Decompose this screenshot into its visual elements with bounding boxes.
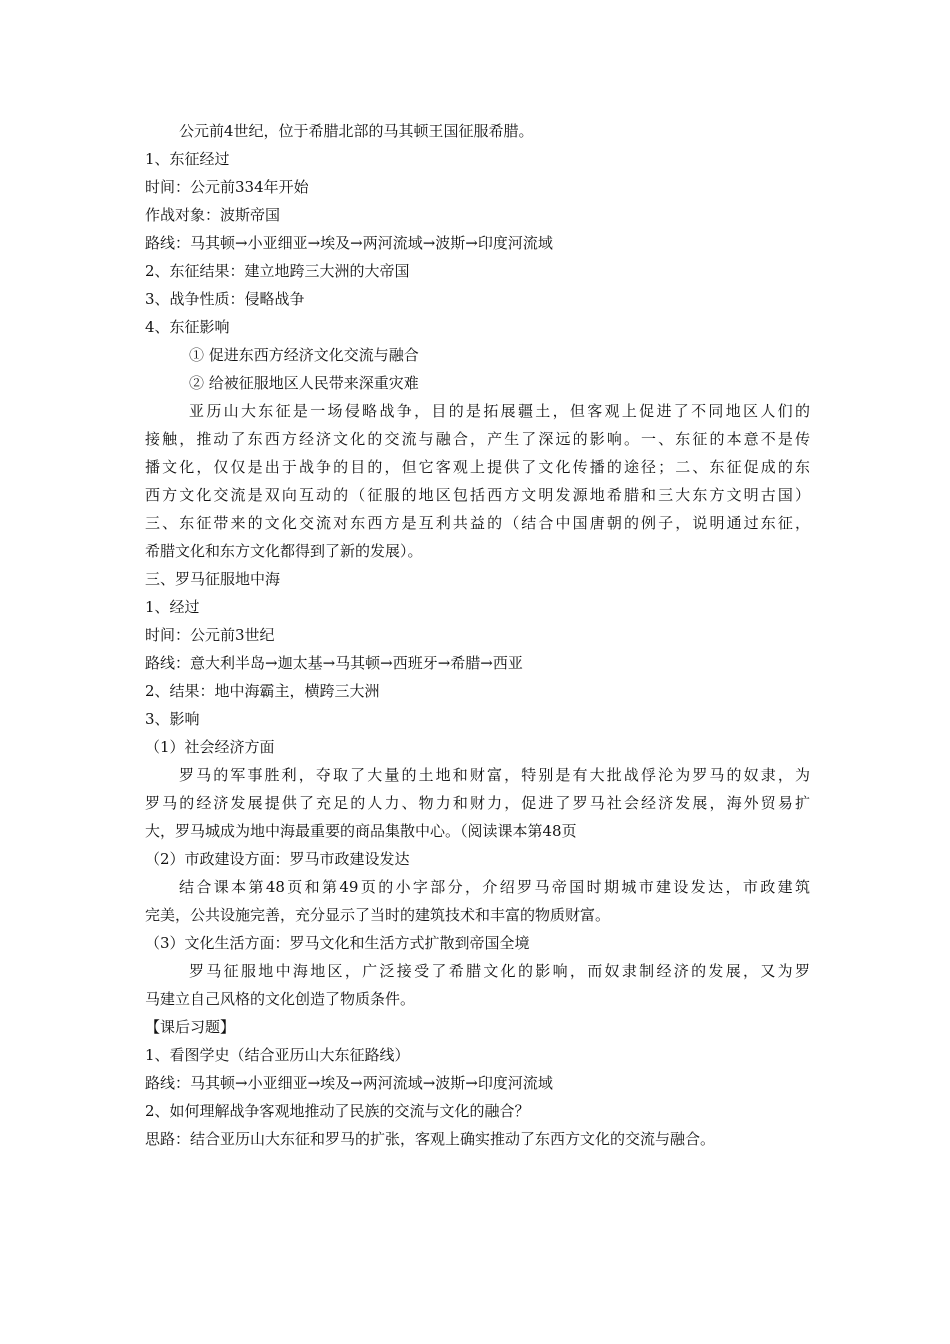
section-heading: 4、东征影响: [145, 318, 230, 336]
paragraph-line: 西方文化交流是双向互动的（征服的地区包括西方文明发源地希腊和三大东方文明古国）: [145, 486, 810, 504]
section-heading: 2、东征结果：建立地跨三大洲的大帝国: [145, 262, 410, 280]
paragraph-line: 结合课本第48页和第49页的小字部分，介绍罗马帝国时期城市建设发达，市政建筑: [179, 878, 810, 896]
paragraph-line: 完美，公共设施完善，充分显示了当时的建筑技术和丰富的物质财富。: [145, 906, 611, 924]
subsection-heading: （3）文化生活方面：罗马文化和生活方式扩散到帝国全境: [145, 934, 530, 952]
text-line: 路线：马其顿→小亚细亚→埃及→两河流域→波斯→印度河流域: [145, 234, 553, 252]
exercise-heading: 【课后习题】: [145, 1018, 236, 1036]
section-heading: 2、结果：地中海霸主，横跨三大洲: [145, 682, 380, 700]
text-line: 思路：结合亚历山大东征和罗马的扩张，客观上确实推动了东西方文化的交流与融合。: [145, 1130, 716, 1148]
exercise-item: 2、如何理解战争客观地推动了民族的交流与文化的融合？: [145, 1102, 530, 1120]
exercise-item: 1、看图学史（结合亚历山大东征路线）: [145, 1046, 410, 1064]
text-line: 时间：公元前334年开始: [145, 178, 309, 196]
list-item: ② 给被征服地区人民带来深重灾难: [189, 374, 419, 392]
paragraph-line: 希腊文化和东方文化都得到了新的发展）。: [145, 542, 423, 560]
intro-line: 公元前4世纪，位于希腊北部的马其顿王国征服希腊。: [179, 122, 534, 140]
subsection-heading: （1）社会经济方面: [145, 738, 275, 756]
text-line: 路线：意大利半岛→迦太基→马其顿→西班牙→希腊→西亚: [145, 654, 523, 672]
section-heading: 3、战争性质：侵略战争: [145, 290, 305, 308]
list-item: ① 促进东西方经济文化交流与融合: [189, 346, 419, 364]
paragraph-line: 罗马征服地中海地区，广泛接受了希腊文化的影响，而奴隶制经济的发展，又为罗: [189, 962, 810, 980]
paragraph-line: 大，罗马城成为地中海最重要的商品集散中心。（阅读课本第48页: [145, 822, 577, 840]
paragraph-line: 亚历山大东征是一场侵略战争，目的是拓展疆土，但客观上促进了不同地区人们的: [189, 402, 810, 420]
paragraph-line: 播文化，仅仅是出于战争的目的，但它客观上提供了文化传播的途径；二、东征促成的东: [145, 458, 810, 476]
section-heading: 3、影响: [145, 710, 200, 728]
section-heading: 1、东征经过: [145, 150, 230, 168]
section-heading: 三、罗马征服地中海: [145, 570, 281, 588]
paragraph-line: 罗马的军事胜利，夺取了大量的土地和财富，特别是有大批战俘沦为罗马的奴隶，为: [179, 766, 810, 784]
paragraph-line: 接触，推动了东西方经济文化的交流与融合，产生了深远的影响。一、东征的本意不是传: [145, 430, 810, 448]
text-line: 时间：公元前3世纪: [145, 626, 275, 644]
document-page: [145, 117, 810, 1153]
paragraph-line: 三、东征带来的文化交流对东西方是互利共益的（结合中国唐朝的例子，说明通过东征，: [145, 514, 810, 532]
text-line: 作战对象：波斯帝国: [145, 206, 281, 224]
section-heading: 1、经过: [145, 598, 200, 616]
paragraph-line: 马建立自己风格的文化创造了物质条件。: [145, 990, 416, 1008]
text-line: 路线：马其顿→小亚细亚→埃及→两河流域→波斯→印度河流域: [145, 1074, 553, 1092]
subsection-heading: （2）市政建设方面：罗马市政建设发达: [145, 850, 410, 868]
paragraph-line: 罗马的经济发展提供了充足的人力、物力和财力，促进了罗马社会经济发展，海外贸易扩: [145, 794, 810, 812]
